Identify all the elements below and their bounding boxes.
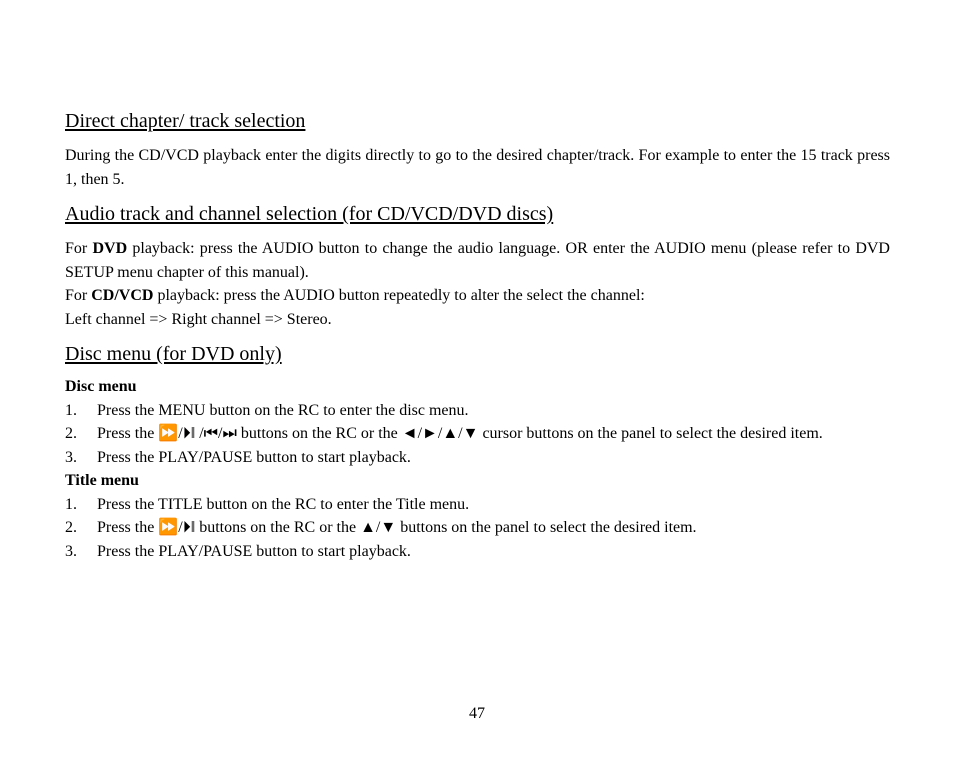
list-item — [65, 516, 890, 540]
list-item — [65, 399, 890, 423]
manual-page-content — [65, 108, 890, 563]
step-text: Press the TITLE button on the RC to enter the Title menu. — [97, 495, 470, 513]
step-text: Press the MENU button on the RC to enter the disc menu. — [97, 401, 469, 419]
step-text: Press the ⏩/⏵︎‖ buttons on the RC or the ▲/▼ buttons on the panel to select the desired item. — [97, 519, 697, 536]
step-number: 1. — [65, 401, 77, 419]
section-heading-direct: Direct chapter/ track selection — [65, 110, 306, 132]
direct-selection-text: During the CD/VCD playback enter the digits directly to go to the desired chapter/track. For example to enter the 15 track press 1, then 5. — [65, 147, 890, 188]
step-number: 2. — [65, 519, 77, 536]
section-heading-audio: Audio track and channel selection (for CD/VCD/DVD discs) — [65, 203, 554, 225]
section-disc-menu — [65, 341, 890, 563]
step-number: 1. — [65, 495, 77, 513]
list-item — [65, 422, 890, 446]
audio-dvd-rest: playback: press the AUDIO button to change the audio language. OR enter the AUDIO menu (please refer to DVD SETUP menu chapter of this manual). — [65, 240, 890, 281]
step-text: Press the PLAY/PAUSE button to start playback. — [97, 448, 411, 466]
sub-heading-title-menu: Title menu — [65, 472, 139, 489]
section-audio-selection — [65, 201, 890, 331]
step-number: 3. — [65, 448, 77, 466]
audio-cdvcd-rest: playback: press the AUDIO button repeatedly to alter the select the channel: — [153, 287, 645, 304]
step-number: 3. — [65, 542, 77, 560]
audio-dvd-text — [65, 237, 890, 284]
audio-cdvcd-text — [65, 284, 890, 308]
disc-menu-steps — [65, 399, 890, 470]
page-number: 47 — [469, 705, 485, 722]
step-number: 2. — [65, 425, 77, 442]
list-item — [65, 446, 890, 470]
audio-cdvcd-prefix: For — [65, 287, 92, 304]
sub-heading-disc-menu: Disc menu — [65, 378, 137, 395]
step-text: Press the ⏩/⏵︎‖ /⏮/⏭ buttons on the RC or the ◄/►/▲/▼ cursor buttons on the panel to select the desired item. — [97, 425, 823, 442]
audio-channel-sequence: Left channel => Right channel => Stereo. — [65, 310, 332, 328]
list-item — [65, 540, 890, 564]
audio-dvd-prefix: For — [65, 240, 93, 257]
title-menu-steps — [65, 493, 890, 564]
step-text: Press the PLAY/PAUSE button to start playback. — [97, 542, 411, 560]
section-heading-disc: Disc menu (for DVD only) — [65, 343, 282, 365]
list-item — [65, 493, 890, 517]
audio-dvd-bold: DVD — [92, 240, 128, 257]
audio-cdvcd-bold: CD/VCD — [91, 287, 154, 304]
section-direct-selection — [65, 108, 890, 191]
